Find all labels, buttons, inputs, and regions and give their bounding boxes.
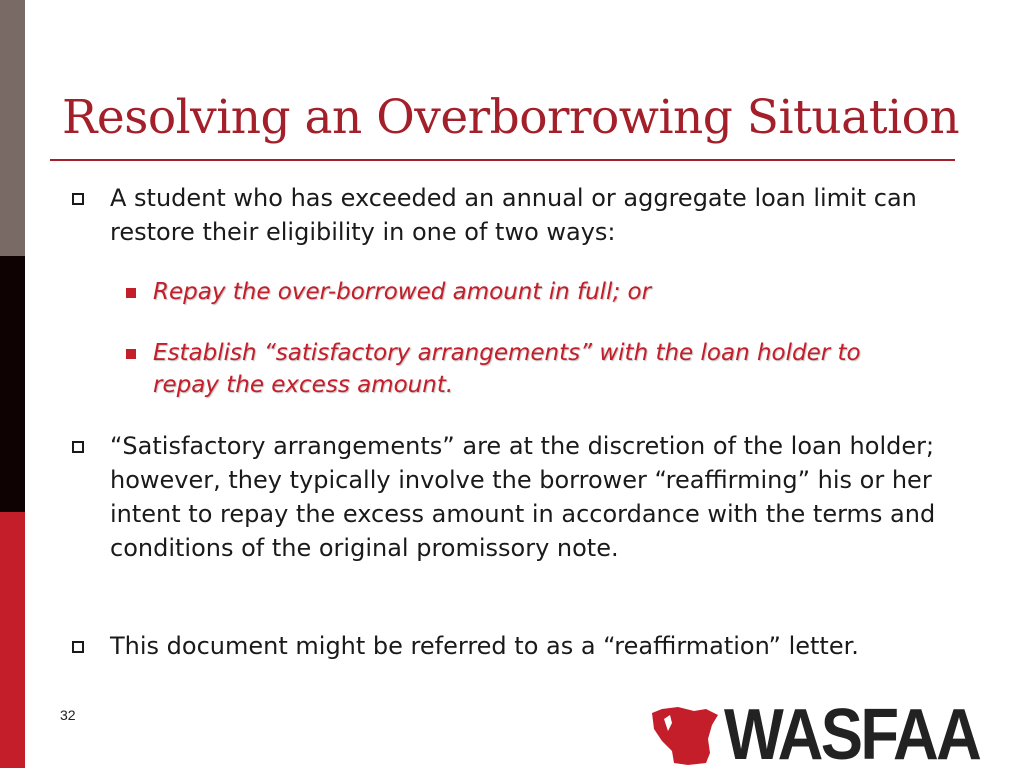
wisconsin-state-icon (648, 705, 724, 767)
wasfaa-logo (648, 695, 1022, 775)
logo-text: WASFAA (724, 695, 980, 775)
sub-bullet-text: Establish “satisfactory arrangements” with the loan holder to repay the excess amount. (153, 340, 861, 398)
bullet-text: “Satisfactory arrangements” are at the discretion of the loan holder; however, they typically involve the borrower “reaffirming” his or her intent to repay the excess amount in accordance with the terms and conditions of the original promissory note. (110, 432, 936, 562)
filled-square-bullet-icon (126, 349, 136, 359)
bullet-text: A student who has exceeded an annual or aggregate loan limit can restore their eligibility in one of two ways: (110, 184, 917, 246)
sub-bullet-text: Repay the over-borrowed amount in full; or (153, 279, 652, 305)
bullet-item (110, 181, 955, 249)
bullet-text: This document might be referred to as a “reaffirmation” letter. (110, 632, 859, 660)
square-bullet-icon (72, 641, 84, 653)
square-bullet-icon (72, 193, 84, 205)
bullet-item (110, 429, 955, 565)
filled-square-bullet-icon (126, 288, 136, 298)
sub-bullet-item (153, 337, 933, 401)
sub-bullet-item (153, 276, 933, 308)
page-number: 32 (60, 707, 76, 723)
slide-title: Resolving an Overborrowing Situation (62, 90, 960, 145)
bullet-item (110, 629, 955, 663)
square-bullet-icon (72, 441, 84, 453)
